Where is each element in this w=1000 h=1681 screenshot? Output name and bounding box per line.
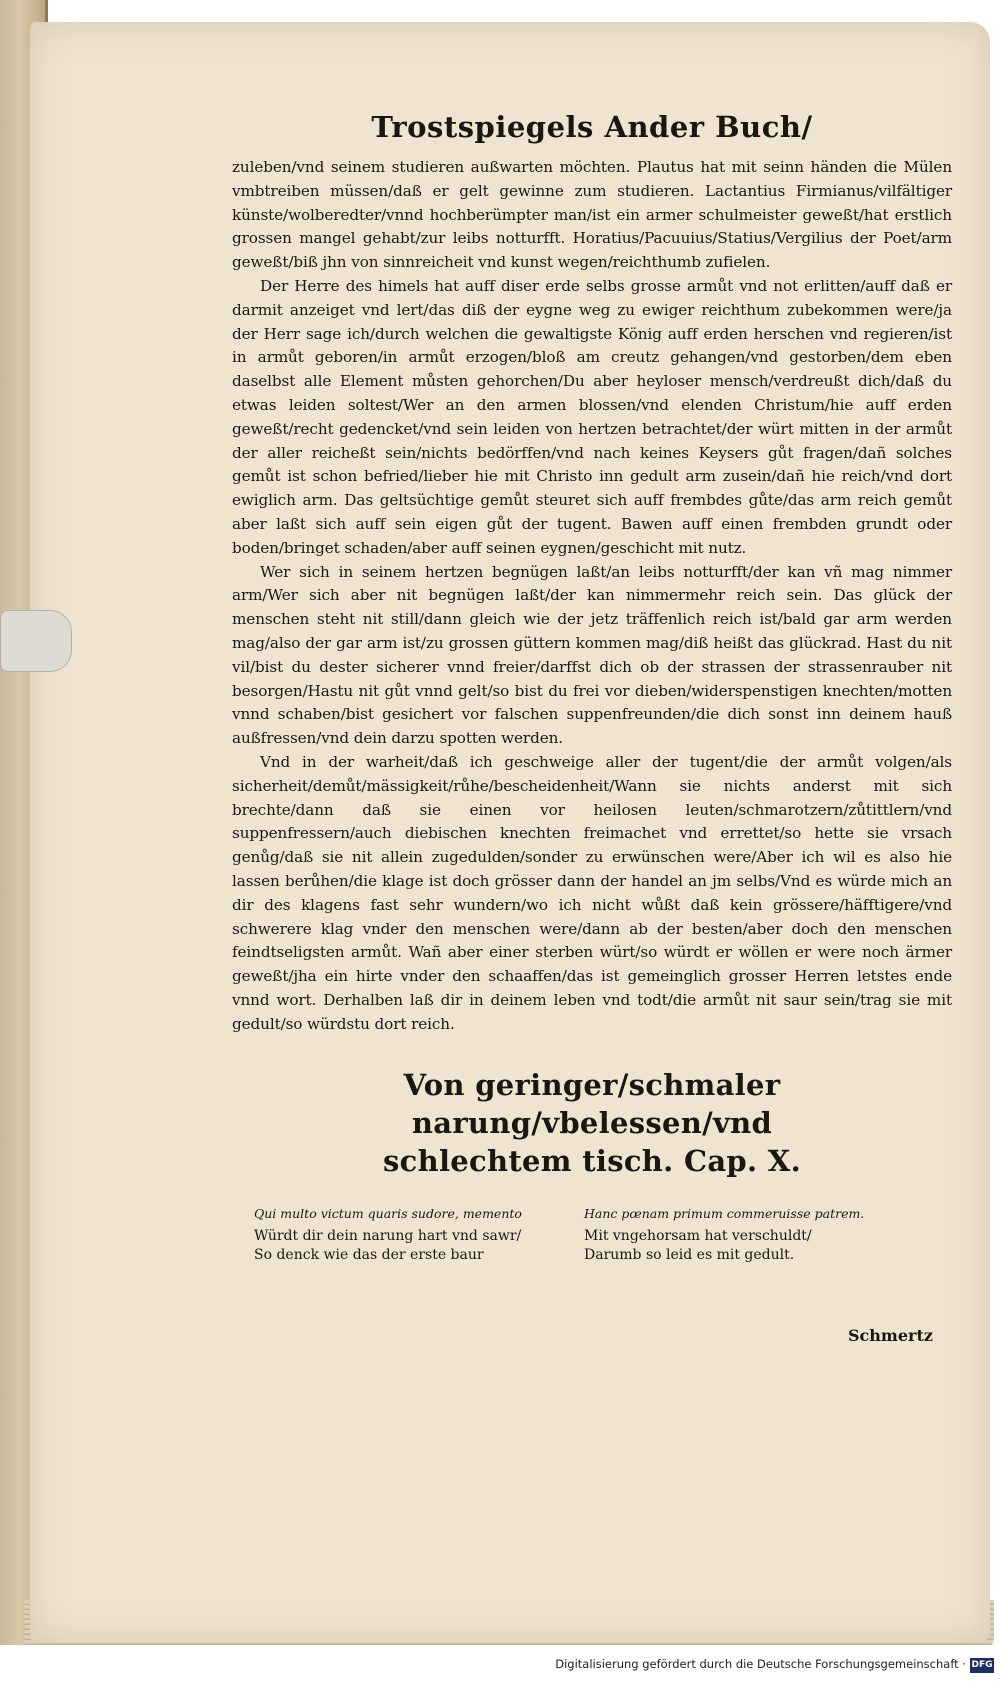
paragraph: Vnd in der warheit/daß ich geschweige aller der tugent/die der armůt volgen/als sicherheit/demůt/mässigkeit/růhe/bescheidenheit/Wann sie nichts anderst mit sich brechte/dann daß sie einen vor heilosen leuten/schmarotzern/zůtittlern/vnd suppenfressern/auch diebischen knechten freimachet vnd errettet/so hette sie vrsach genůg/daß sie nit allein zugedulden/sonder zu erwünschen were/Aber ich wil es also hie lassen berůhen/die klage ist doch grösser dann der handel an jm selbs/Vnd es würde mich an dir des klagens fast sehr wundern/wo ich nicht wůßt daß kein grössere/häfftigere/vnd schwerere klag vnder den menschen were/dann ab der besten/aber doch den menschen feindtseligsten armůt. Wañ aber einer sterben würt/so würdt er wöllen er were noch ärmer geweßt/jha ein hirte vnder den schaaffen/das ist gemeinglich grosser Herren letstes ende vnnd wort. Derhalben laß dir in deinem leben vnd todt/die armůt nit saur sein/trag sie mit gedult/so würdstu dort reich. [232,752,952,1033]
german-verse-line: Darumb so leid es mit gedult. [584,1247,795,1264]
chapter-heading-line: Von geringer/schmaler narung/vbelessen/vnd [403,1068,781,1141]
latin-verse-right: Hanc pœnam primum commeruisse patrem. [584,1206,865,1222]
catchword: Schmertz [848,1326,933,1345]
latin-verse-left: Qui multo victum quaris sudore, memento [254,1206,522,1222]
paragraph: Der Herre des himels hat auff diser erde selbs grosse armůt vnd not erlitten/auff daß er darmit anzeiget vnd lert/das diß der eygne weg zu ewiger reichthum zubekommen were/ja der Herr sage ich/durch welchen die gewaltigste König auff erden herschen vnd regieren/ist in armůt geboren/in armůt erzogen/bloß am creutz gehangen/vnd gestorben/dem eben daselbst alle Element můsten gehorchen/Du aber heyloser mensch/verdreußt dich/daß du etwas leiden soltest/Wer an den armen blossen/vnd elenden Christum/hie auff erden geweßt/recht gedencket/vnd sein leiden von hertzen betrachtet/der würt mitten in der armůt der aller reicheßt sein/nichts bedörffen/vnd nach keines Keysers gůt fragen/dañ solches gemůt ist schon befried/lieber hie mit Christo inn gedult arm zusein/dañ hie reich/vnd dort ewiglich arm. Das geltsüchtige gemůt steuret sich auff frembdes gůte/das arm reich gemůt aber laßt sich auff sein eigen gůt der tugent. Bawen auff einen frembden grundt oder boden/bringet schaden/aber auff seinen eygnen/geschicht mit nutz. [232,276,952,557]
paragraph: Wer sich in seinem hertzen begnügen laßt/an leibs notturfft/der kan vñ mag nimmer arm/Wer sich aber nit begnügen laßt/der kan nimmermehr reich sein. Das glück der menschen steht nit still/dann gleich wie der jetz träffenlich reich ist/bald gar arm werden mag/also der gar arm ist/zu grossen güttern kommen mag/diß heißt das glückrad. Hast du nit vil/bist du dester sicherer vnnd freier/darffst dich ob der strassen der strassenrauber nit besorgen/Hastu nit gůt vnnd gelt/so bist du frei vor dieben/widerspenstigen knechten/motten vnnd schaben/bist gesichert vor falschen suppenfreunden/die dich sonst inn deinem hauß außfressen/vnd dein darzu spotten werden. [232,562,952,748]
funding-notice: Digitalisierung gefördert durch die Deutsche Forschungsgemeinschaft · [555,1657,966,1671]
running-head: Trostspiegels Ander Buch/ [371,110,813,144]
paragraph: zuleben/vnd seinem studieren außwarten möchten. Plautus hat mit seinn händen die Mülen vmbtreiben müssen/daß er gelt gewinne zum studieren. Lactantius Firmianus/vilfältiger künste/wolberedter/vnnd hochberümpter man/ist ein armer schulmeister geweßt/hat erstlich grossen mangel gehabt/zur leibs notturfft. Horatius/Pacuuius/Statius/Vergilius der Poet/arm geweßt/biß jhn von sinnreicheit vnd kunst wegen/reichthumb zufielen. [232,158,952,272]
dfg-logo: DFG [970,1658,994,1673]
chapter-heading-line: schlechtem tisch. Cap. X. [382,1144,802,1179]
german-verse-line: Würdt dir dein narung hart vnd sawr/ [254,1228,522,1245]
page-clip [0,610,72,672]
verse-block [254,1206,874,1263]
footer-bar [0,1645,1000,1681]
chapter-heading [232,1066,952,1180]
german-verse-line: Mit vngehorsam hat verschuldt/ [584,1228,812,1245]
page-content [232,110,952,1263]
german-verse-line: So denck wie das der erste baur [254,1247,484,1264]
